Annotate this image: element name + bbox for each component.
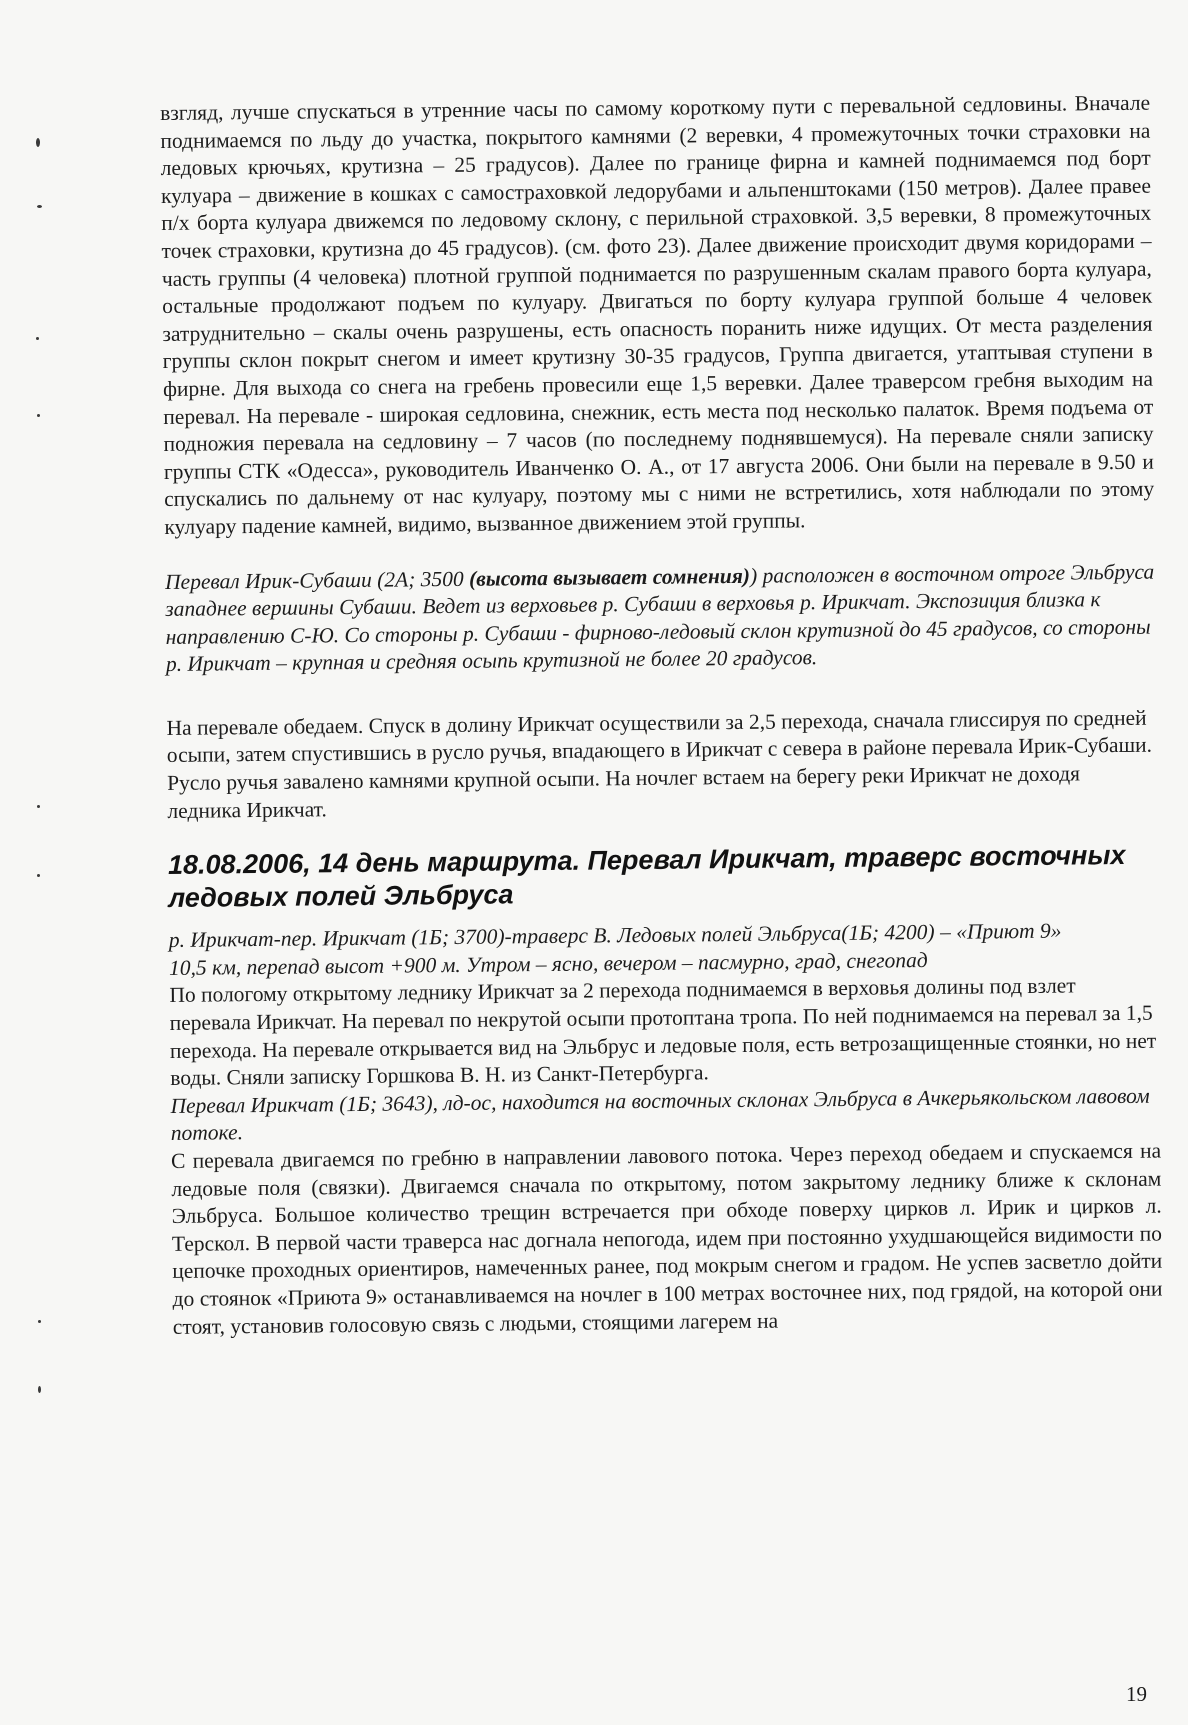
height-doubt-note: (высота вызывает сомнения): [468, 563, 751, 591]
scan-speck: [38, 1386, 41, 1393]
day-heading: 18.08.2006, 14 день маршрута. Перевал Ирикчат, траверс восточных ледовых полей Эльбруса: [167, 840, 1126, 914]
day-stats: 10,5 км, перепад высот +900 м. Утром – ясно, вечером – пасмурно, град, снегопад: [168, 947, 928, 980]
scan-speck: [36, 138, 40, 147]
paragraph-ascent: взгляд, лучше спускаться в утренние часы по самому короткому пути с перевальной седловины. Вначале поднимаемся по льду до участка, покрытого камнями (2 веревки, 4 промежуточных точки страховки на ледовых крючьях, крутизна – 25 градусов). Далее по границе фирна и камней поднимаемся под борт кулуара – движение в кошках с самостраховкой ледорубами и альпенштоками (150 метров). Далее правее п/х борта кулуара движемся по ледовому склону, с перильной страховкой. 3,5 веревки, 8 промежуточных точек страховки, крутизна до 45 градусов). (см. фото 23). Далее движение происходит двумя коридорами – часть группы (4 человека) плотной группой поднимается по разрушенным скалам правого борта кулуара, остальные продолжают подъем по кулуару. Двигаться по борту кулуара группой больше 4 человек затруднительно – скалы очень разрушены, есть опасность поранить ниже идущих. От места разделения группы склон покрыт снегом и имеет крутизну 30-35 градусов, Группа двигается, утаптывая ступени в фирне. Для выхода со снега на гребень провесили еще 1,5 веревки. Далее траверсом гребня выходим на перевал. На перевале - широкая седловина, снежник, есть места под несколько палаток. Время подъема от подножия перевала на седловину – 7 часов (по последнему поднявшемуся). На перевале сняли записку группы СТК «Одесса», руководитель Иванченко О. А., от 17 августа 2006. Они были на перевале в 9.50 и спускались по дальнему от нас кулуару, поэтому мы с ними не встретились, хотя наблюдали по этому кулуару падение камней, видимо, вызванное движением этой группы.: [160, 90, 1155, 539]
pass-description-text: ) расположен в восточном отроге Эльбруса западнее вершины Субаши. Ведет из верховьев р. Субаши в верховья р. Ирикчат. Экспозиция близка к направлению С-Ю. Со стороны р. Субаши - фирново-ледовый склон крутизной до 45 градусов, со стороны р. Ирикчат – крупная и средняя осыпь крутизной не более 20 градусов.: [165, 559, 1155, 677]
paragraph-descent: На перевале обедаем. Спуск в долину Ирикчат осуществили за 2,5 перехода, сначала глиссируя по средней осыпи, затем спустившись в русло ручья, впадающего в Ирикчат с севера в районе перевала Ирик-Субаши. Русло ручья завалено камнями крупной осыпи. На ночлег встаем на берегу реки Ирикчат не доходя ледника Ирикчат.: [166, 705, 1153, 823]
paragraph-irikchat: По пологому открытому леднику Ирикчат за 2 перехода поднимаемся в верховья долины под взлет перевала Ирикчат. На перевал по некрутой осыпи протоптана тропа. По ней поднимаемся на перевал за 1,5 перехода. На перевале открывается вид на Эльбрус и ледовые поля, есть ветрозащищенные стоянки, но нет воды. Сняли записку Горшкова В. Н. из Санкт-Петербурга.: [169, 973, 1157, 1091]
scan-speck: [37, 805, 40, 808]
scan-speck: [37, 414, 40, 417]
page-body: [160, 90, 1163, 1341]
paragraph-traverse: С перевала двигаемся по гребню в направлении лавового потока. Через переход обедаем и спускаемся на ледовые поля (связки). Двигаемся сначала по открытому, потом закрытому леднику ближе к склонам Эльбруса. Большое количество трещин встречается при обходе поверху цирков л. Ирик и цирков л. Терскол. В первой части траверса нас догнала непогода, идем при постоянно ухудшающейся видимости по цепочке проходных ориентиров, намеченных ранее, под мокрым снегом и градом. Не успев засветло дойти до стоянок «Приюта 9» останавливаемся на ночлег в 100 метрах восточнее них, под грядой, на которой они стоят, установив голосовую связь с людьми, стоящими лагерем на: [170, 1138, 1163, 1339]
page-number: 19: [1126, 1682, 1147, 1706]
scan-speck: [37, 205, 42, 208]
route-line: р. Ирикчат-пер. Ирикчат (1Б; 3700)-траверс В. Ледовых полей Эльбруса(1Б; 4200) – «Приют 9»: [168, 918, 1062, 953]
pass-description-irikchat: Перевал Ирикчат (1Б; 3643), лд-ос, находится на восточных склонах Эльбруса в Ачкерьякольском лавовом потоке.: [170, 1083, 1150, 1146]
scan-speck: [38, 1320, 41, 1323]
pass-description-text: Перевал Ирик-Субаши (2А; 3500: [164, 566, 470, 594]
scan-speck: [36, 337, 39, 340]
pass-description-irik-subashi: [165, 558, 1156, 679]
scan-speck: [37, 874, 40, 877]
